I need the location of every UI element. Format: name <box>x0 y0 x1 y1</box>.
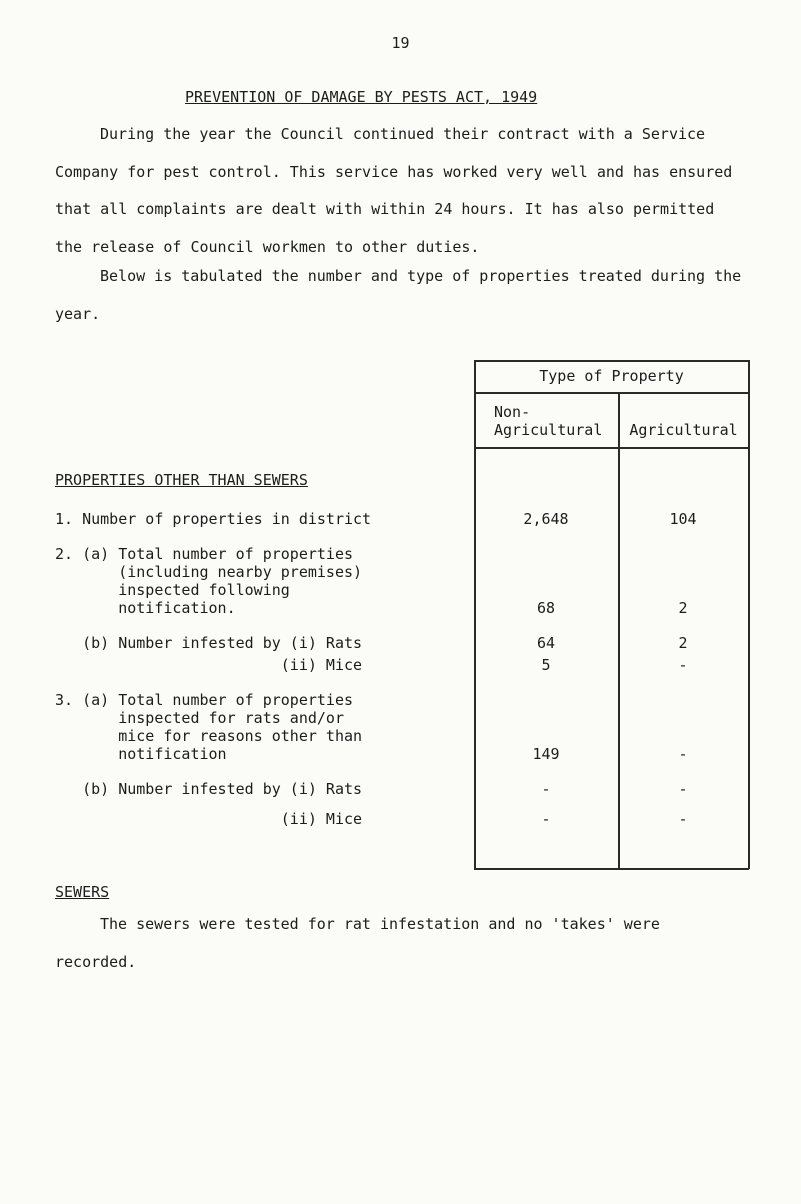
table-top-border <box>474 360 749 362</box>
col-header-non-agricultural <box>474 403 618 439</box>
cell-ag: 2 <box>678 634 688 652</box>
cell-non-ag: 64 <box>536 634 556 652</box>
row-label: 1. Number of properties in district <box>55 510 372 528</box>
sewers-paragraph <box>55 906 660 981</box>
cell-ag: 2 <box>678 599 688 617</box>
cell-ag: - <box>678 656 688 674</box>
cell-non-ag: 68 <box>536 599 556 617</box>
sewers-heading: SEWERS <box>55 883 110 901</box>
cell-ag: 104 <box>669 510 697 528</box>
cell-non-ag: - <box>541 810 551 828</box>
col-header-agricultural: Agricultural <box>629 421 738 439</box>
row-label: (ii) Mice <box>55 810 363 828</box>
below-paragraph <box>55 258 741 333</box>
table-subheader-divider <box>474 447 749 449</box>
row-label: 2. (a) Total number of properties (including nearby premises) inspected following notification. <box>55 545 363 617</box>
col-header-line: Non- <box>494 403 531 421</box>
col-header-line: Agricultural <box>494 421 603 439</box>
cell-non-ag: - <box>541 780 551 798</box>
cell-ag: - <box>678 745 688 763</box>
sewers-line: recorded. <box>55 952 137 971</box>
cell-non-ag: 2,648 <box>523 510 569 528</box>
table-header-type: Type of Property <box>539 367 684 385</box>
cell-non-ag: 5 <box>541 656 551 674</box>
intro-line: Company for pest control. This service has worked very well and has ensured <box>55 162 733 181</box>
row-label: (ii) Mice <box>55 656 363 674</box>
intro-line: the release of Council workmen to other duties. <box>55 237 480 256</box>
cell-ag: - <box>678 780 688 798</box>
below-line: Below is tabulated the number and type of properties treated during the <box>100 267 742 285</box>
section-heading-properties: PROPERTIES OTHER THAN SEWERS <box>55 471 308 489</box>
page-number: 19 <box>391 34 410 52</box>
intro-line: During the year the Council continued their contract with a Service <box>100 125 706 143</box>
below-line: year. <box>55 304 101 323</box>
intro-paragraph <box>55 116 732 266</box>
table-bottom-border <box>474 868 749 870</box>
sewers-line: The sewers were tested for rat infestation and no 'takes' were <box>100 915 660 933</box>
row-label: (b) Number infested by (i) Rats <box>55 634 363 652</box>
row-label: (b) Number infested by (i) Rats <box>55 780 363 798</box>
cell-non-ag: 149 <box>532 745 560 763</box>
intro-line: that all complaints are dealt with within 24 hours. It has also permitted <box>55 200 715 218</box>
row-label: 3. (a) Total number of properties inspected for rats and/or mice for reasons other than notification <box>55 691 363 763</box>
page-title: PREVENTION OF DAMAGE BY PESTS ACT, 1949 <box>185 88 538 106</box>
cell-ag: - <box>678 810 688 828</box>
table-header-divider <box>474 392 749 394</box>
